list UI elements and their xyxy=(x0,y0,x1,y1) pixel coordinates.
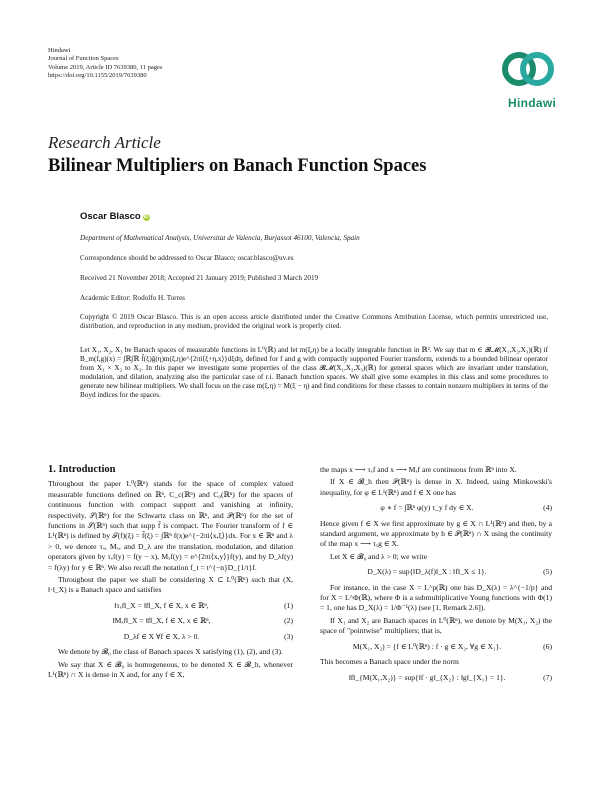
academic-editor: Academic Editor: Rodolfo H. Torres xyxy=(80,294,185,302)
equation-5-number: (5) xyxy=(543,567,552,577)
equation-6 xyxy=(320,642,552,652)
intro-paragraph-3: We denote by 𝓑₀ the class of Banach spaces X satisfying (1), (2), and (3). xyxy=(58,647,283,657)
hindawi-logo-text: Hindawi xyxy=(508,96,557,110)
right-paragraph-7: This becomes a Banach space under the norm xyxy=(320,657,459,667)
equation-3 xyxy=(48,632,293,642)
correspondence: Correspondence should be addressed to Oscar Blasco; oscar.blasco@uv.es xyxy=(80,254,294,262)
equation-3-number: (3) xyxy=(284,631,293,641)
doi-link[interactable]: https://doi.org/10.1155/2019/7639380 xyxy=(48,72,147,80)
equation-4 xyxy=(320,503,552,513)
article-type: Research Article xyxy=(48,133,161,152)
section-heading: 1. Introduction xyxy=(48,464,116,475)
copyright: Copyright © 2019 Oscar Blasco. This is an open access article distributed under the Creative Commons Attribution License, which permits unrestricted use, distribution, and reproduction in any medium, provided the original work is properly cited. xyxy=(80,313,548,330)
equation-4-body: φ ∗ f = ∫ℝⁿ φ(y) τ_y f dy ∈ X. xyxy=(380,503,474,513)
abstract: Let X₁, X₂, X₃ be Banach spaces of measurable functions in L⁰(ℝ) and let m(ξ,η) be a locally integrable function in ℝ². We say that m ∈ 𝓑𝓜(X₁,X₂,X₃)(ℝ) if B_m(f,g)(x) = ∫ℝ∫ℝ f̂(ξ)ĝ(η)m(ξ,η)e^{2πi⟨ξ+η,x⟩}dξdη, defined for f and g with compactly supported Fourier transform, extends to a bounded bilinear operator from X₁ × X₂ to X₃. In this paper we investigate some properties of the class 𝓑𝓜(X₁,X₂,X₃)(ℝ) for general spaces which are invariant under translation, modulation, and dilation, analyzing also the particular case of r.i. Banach function spaces. We shall give some examples in this class and some procedures to generate new bilinear multipliers. We shall focus on the case m(ξ,η) = M(ξ − η) and find conditions for these classes to contain nonzero multipliers in terms of the Boyd indices for the spaces. xyxy=(80,346,548,399)
equation-1-number: (1) xyxy=(284,600,293,610)
article-title: Bilinear Multipliers on Banach Function Spaces xyxy=(48,156,427,176)
journal-header xyxy=(48,47,162,81)
intro-paragraph-1: Throughout the paper L⁰(ℝⁿ) stands for the space of complex valued measurable functions defined on ℝⁿ, C_c(ℝⁿ) and C₀(ℝⁿ) for the spaces of continuous function with compact support and vanishing at infinity, respectively, 𝒮(ℝⁿ) for the Schwartz class on ℝⁿ, and 𝒫(ℝⁿ) for the set of functions in 𝒮(ℝⁿ) such that supp f̂ is compact. The Fourier transform of f ∈ L¹(ℝⁿ) is defined by ℱ(f)(ξ) = f̂(ξ) = ∫ℝⁿ f(x)e^{−2πi⟨x,ξ⟩}dx. For x ∈ ℝⁿ and λ > 0, we denote τₓ, Mₓ, and D_λ are the translation, modulation, and dilation operators given by τₓf(y) = f(y − x), Mₓf(y) = e^{2πi⟨x,y⟩}f(y), and by D_λf(y) = f(λy) for y ∈ ℝⁿ. We also recall the notation f_t = t^{−n}D_{1/t}f. xyxy=(48,479,293,572)
equation-6-number: (6) xyxy=(543,641,552,651)
equation-5 xyxy=(320,567,552,577)
equation-4-number: (4) xyxy=(543,503,552,513)
affiliation: Department of Mathematical Analysis, Universitat de Valencia, Burjassot 46100, Valencia, Spain xyxy=(80,234,360,242)
right-paragraph-6: If X₁ and X₂ are Banach spaces in L⁰(ℝⁿ), we denote by M(X₁, X₂) the space of "pointwise" multipliers; that is, xyxy=(320,615,552,636)
equation-7-number: (7) xyxy=(543,672,552,682)
equation-7-body: ‖f‖_{M(X₁,X₂)} = sup{‖f · g‖_{X₂} : ‖g‖_{X₁} = 1}. xyxy=(348,672,506,682)
equation-5-body: D_X(λ) = sup{‖D_λ(f)‖_X : ‖f‖_X ≤ 1}. xyxy=(367,567,487,577)
dates: Received 21 November 2018; Accepted 21 January 2019; Published 3 March 2019 xyxy=(80,274,319,282)
equation-3-body: D_λf ∈ X ∀f ∈ X, λ > 0. xyxy=(123,631,200,641)
equation-2 xyxy=(48,616,293,626)
equation-6-body: M(X₁, X₂) = {f ∈ L⁰(ℝⁿ) : f · g ∈ X₂, ∀g ∈ X₁}. xyxy=(352,641,502,651)
orcid-icon[interactable]: iD xyxy=(143,214,149,220)
publisher-name: Hindawi xyxy=(48,47,71,54)
right-paragraph-2: If X ∈ 𝓑_h then 𝒫(ℝⁿ) is dense in X. Indeed, using Minkowski's inequality, for φ ∈ L¹(ℝⁿ) and f ∈ X one has xyxy=(320,477,552,497)
right-column xyxy=(320,465,552,688)
journal-name: Journal of Function Spaces xyxy=(48,55,119,63)
equation-2-body: ‖Mₓf‖_X = ‖f‖_X, f ∈ X, x ∈ ℝⁿ, xyxy=(112,616,211,626)
right-paragraph-4: Let X ∈ 𝓑₀ and λ > 0; we write xyxy=(330,551,427,561)
volume-line: Volume 2019, Article ID 7639380, 11 pages xyxy=(48,63,163,71)
equation-2-number: (2) xyxy=(284,616,293,626)
left-column xyxy=(48,465,293,682)
intro-paragraph-2: Throughout the paper we shall be considering X ⊂ L⁰(ℝⁿ) such that (X, ‖·‖_X) is a Banach space and satisfies xyxy=(48,575,293,595)
right-paragraph-5: For instance, in the case X = L^p(ℝ) one has D_X(λ) = λ^{−1/p} and for X = L^Φ(ℝ), where Φ is a submultiplicative Young functions with Φ(1) = 1, one has D_X(λ) = 1/Φ⁻¹(λ) (see [1, Remark 2.6]). xyxy=(320,582,552,613)
intro-paragraph-4: We say that X ∈ 𝓑₀ is homogeneous, to be denoted X ∈ 𝓑_h, whenever L¹(ℝⁿ) ∩ X is dense in X and, for any f ∈ X, xyxy=(48,659,293,679)
author-name xyxy=(80,211,150,222)
equation-1 xyxy=(48,601,293,611)
right-paragraph-1: the maps x ⟶ τₓf and x ⟶ Mₓf are continuous from ℝⁿ into X. xyxy=(320,465,517,474)
author-text: Oscar Blasco xyxy=(80,211,141,222)
equation-1-body: ‖τₓf‖_X = ‖f‖_X, f ∈ X, x ∈ ℝⁿ, xyxy=(114,600,209,610)
right-paragraph-3: Hence given f ∈ X we first approximate by g ∈ X ∩ L¹(ℝⁿ) and then, by a standard argument, we approximate by h ∈ 𝒫(ℝⁿ) ∩ X using the continuity of the map x ⟶ τₓg ∈ X. xyxy=(320,518,552,549)
equation-7 xyxy=(320,673,552,683)
